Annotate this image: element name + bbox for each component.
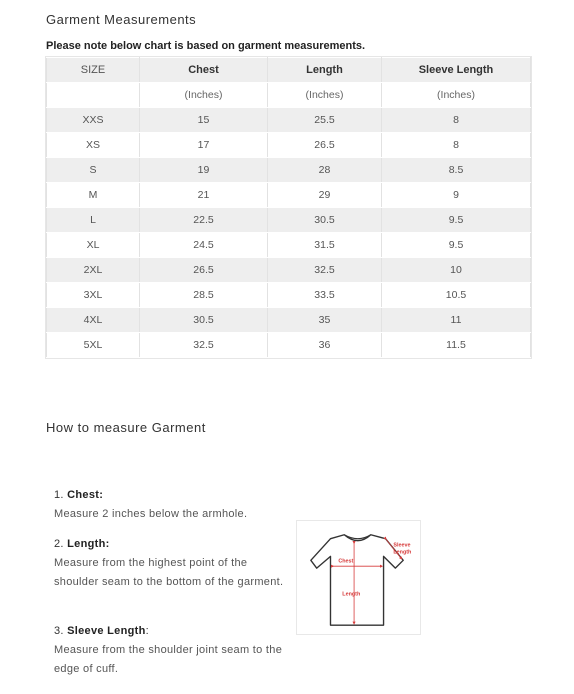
cell-length: 32.5 (268, 258, 382, 283)
cell-chest: 32.5 (140, 333, 268, 358)
cell-length: 25.5 (268, 108, 382, 133)
cell-length: 29 (268, 183, 382, 208)
cell-chest: 24.5 (140, 233, 268, 258)
cell-sleeve-length: 11.5 (382, 333, 531, 358)
cell-length: 33.5 (268, 283, 382, 308)
instruction-heading (54, 486, 284, 505)
instruction-text: Measure from the shoulder joint seam to the edge of cuff. (54, 644, 283, 675)
length-label: Length (342, 591, 361, 598)
table-row (47, 183, 531, 208)
tshirt-measurement-diagram (296, 520, 421, 635)
cell-chest: 30.5 (140, 308, 268, 333)
instruction-number: 1. (54, 489, 64, 501)
cell-length: 35 (268, 308, 382, 333)
instruction-label: Sleeve Length (67, 625, 146, 637)
cell-size: S (47, 158, 140, 183)
instruction-heading (54, 622, 284, 641)
cell-size: M (47, 183, 140, 208)
table-units-row (47, 83, 531, 108)
cell-sleeve-length: 8 (382, 108, 531, 133)
column-header-length: Length (268, 58, 382, 83)
table-row (47, 108, 531, 133)
chart-note: Please note below chart is based on garment measurements. (46, 40, 366, 52)
table-row (47, 233, 531, 258)
cell-size: L (47, 208, 140, 233)
cell-size: 5XL (47, 333, 140, 358)
cell-size: XS (47, 133, 140, 158)
cell-sleeve-length: 8 (382, 133, 531, 158)
chest-label: Chest (338, 558, 354, 565)
cell-chest: 19 (140, 158, 268, 183)
cell-size: XXS (47, 108, 140, 133)
cell-length: 31.5 (268, 233, 382, 258)
unit-chest: (Inches) (140, 83, 268, 108)
how-to-measure-title: How to measure Garment (46, 420, 206, 435)
cell-chest: 21 (140, 183, 268, 208)
cell-size: 3XL (47, 283, 140, 308)
tshirt-svg (297, 521, 420, 634)
table-row (47, 333, 531, 358)
table-row (47, 308, 531, 333)
table-row (47, 133, 531, 158)
instruction-number: 2. (54, 538, 64, 550)
size-chart-table (46, 57, 531, 358)
garment-measurements-title: Garment Measurements (46, 12, 197, 27)
column-header-sleeve-length: Sleeve Length (382, 58, 531, 83)
unit-sleeve-length: (Inches) (382, 83, 531, 108)
unit-length: (Inches) (268, 83, 382, 108)
cell-chest: 22.5 (140, 208, 268, 233)
column-header-size: SIZE (47, 58, 140, 83)
cell-size: XL (47, 233, 140, 258)
cell-sleeve-length: 11 (382, 308, 531, 333)
cell-chest: 26.5 (140, 258, 268, 283)
cell-length: 26.5 (268, 133, 382, 158)
instruction-heading (54, 535, 284, 554)
instruction-chest (54, 486, 284, 524)
cell-sleeve-length: 10.5 (382, 283, 531, 308)
unit-size (47, 83, 140, 108)
cell-chest: 28.5 (140, 283, 268, 308)
tshirt-outline-icon (311, 535, 403, 625)
instruction-text: Measure from the highest point of the shoulder seam to the bottom of the garment. (54, 557, 284, 588)
sleeve-label-line1: Sleeve (393, 542, 411, 549)
instruction-length (54, 535, 284, 592)
instruction-label: Chest: (67, 489, 104, 501)
table-row (47, 208, 531, 233)
table-header-row (47, 58, 531, 83)
cell-sleeve-length: 9.5 (382, 208, 531, 233)
instruction-number: 3. (54, 625, 64, 637)
cell-length: 30.5 (268, 208, 382, 233)
column-header-chest: Chest (140, 58, 268, 83)
table-row (47, 258, 531, 283)
table-row (47, 283, 531, 308)
instruction-sleeve-length (54, 622, 284, 679)
instruction-label-suffix: : (145, 625, 149, 637)
instruction-text: Measure 2 inches below the armhole. (54, 508, 248, 520)
cell-sleeve-length: 9 (382, 183, 531, 208)
instruction-label: Length: (67, 538, 110, 550)
cell-size: 4XL (47, 308, 140, 333)
table-row (47, 158, 531, 183)
cell-size: 2XL (47, 258, 140, 283)
cell-chest: 15 (140, 108, 268, 133)
cell-chest: 17 (140, 133, 268, 158)
cell-sleeve-length: 10 (382, 258, 531, 283)
cell-sleeve-length: 8.5 (382, 158, 531, 183)
cell-length: 36 (268, 333, 382, 358)
cell-sleeve-length: 9.5 (382, 233, 531, 258)
sleeve-label-line2: Length (393, 549, 412, 556)
cell-length: 28 (268, 158, 382, 183)
